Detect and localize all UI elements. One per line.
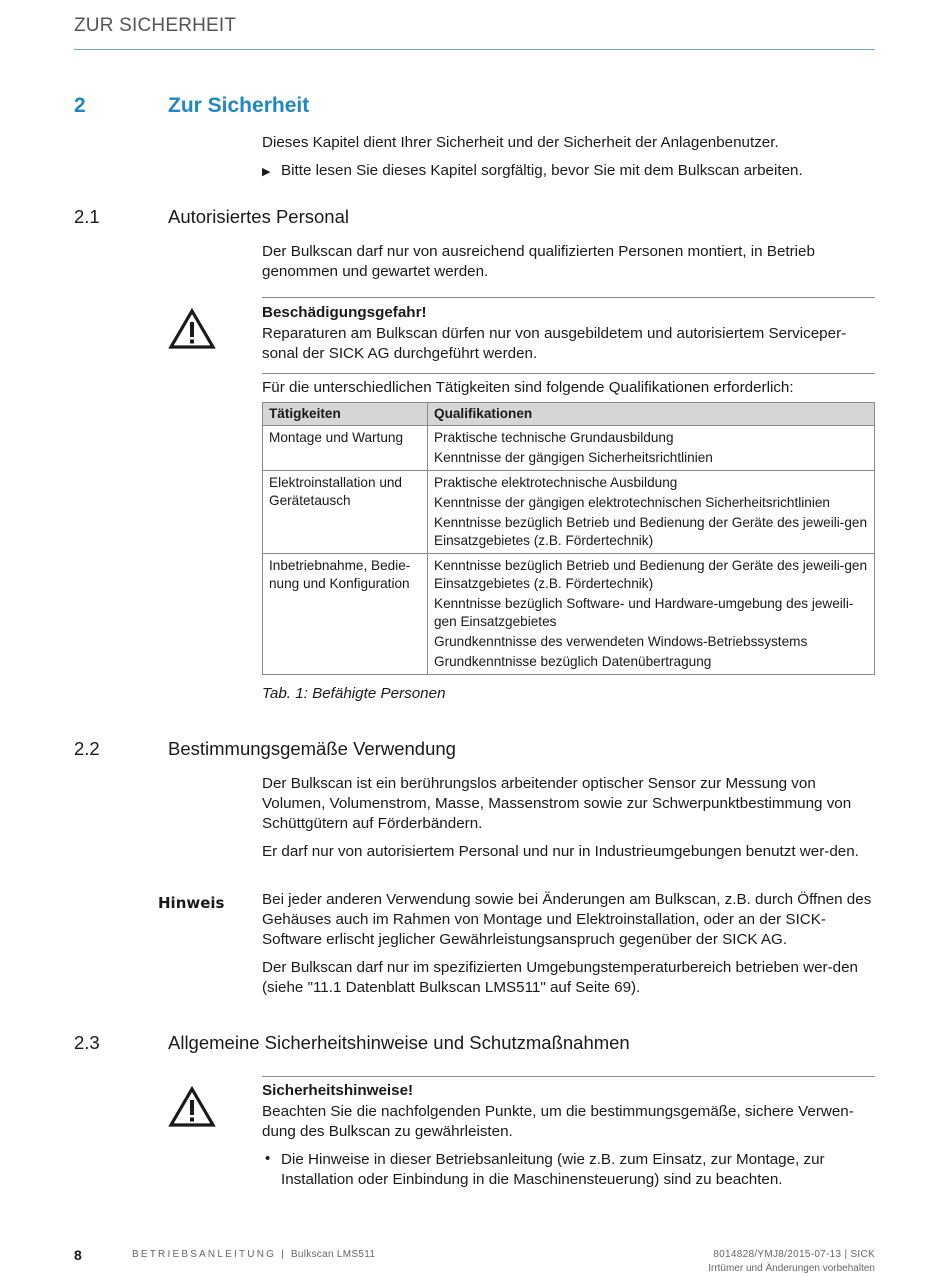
header-divider bbox=[74, 49, 875, 50]
qualification-item: Praktische elektrotechnische Ausbildung bbox=[434, 475, 678, 490]
qualification-item: Kenntnisse bezüglich Betrieb und Bedienung der Geräte des jeweili-gen Einsatzgebietes (z.B. Fördertechnik) bbox=[434, 558, 868, 591]
warning-text-line2: sonal der SICK AG durchgeführt werden. bbox=[262, 345, 538, 362]
intended-use-paragraph-2: Er darf nur von autorisiertem Personal und nur in Industrieumgebungen benutzt wer-den. bbox=[262, 843, 859, 860]
activity-cell: Elektroinstallation und Gerätetausch bbox=[263, 471, 428, 554]
activity-cell: Inbetriebnahme, Bedie-nung und Konfiguration bbox=[263, 554, 428, 675]
table-intro: Für die unterschiedlichen Tätigkeiten sind folgende Qualifikationen erforderlich: bbox=[262, 379, 794, 396]
document-code: 8014828/YMJ8/2015-07-13 | SICK bbox=[713, 1249, 875, 1260]
section-number-2-1: 2.1 bbox=[74, 206, 100, 227]
intended-use-paragraph-1: Der Bulkscan ist ein berührungslos arbeitender optischer Sensor zur Messung von Volumen, Volumenstrom, Masse, Massenstrom sowie zur Schwerpunktbestimmung von Schüttgütern auf Förderbändern. bbox=[262, 775, 852, 832]
table-row bbox=[263, 554, 875, 675]
document-type: BETRIEBSANLEITUNG bbox=[132, 1249, 277, 1260]
page-number: 8 bbox=[74, 1247, 82, 1263]
qualification-item: Grundkenntnisse des verwendeten Windows-Betriebssystems bbox=[434, 634, 808, 649]
qualification-item: Kenntnisse der gängigen Sicherheitsrichtlinien bbox=[434, 450, 713, 465]
intended-use-paragraph-3: Bei jeder anderen Verwendung sowie bei Änderungen am Bulkscan, z.B. durch Öffnen des Gehäuses auch im Rahmen von Montage und Elektroinstallation, oder an der SICK-Software erlischt jeglicher Gewährleistungsanspruch gegenüber der SICK AG. bbox=[262, 891, 872, 948]
running-header: ZUR SICHERHEIT bbox=[74, 15, 237, 36]
qualification-item: Grundkenntnisse bezüglich Datenübertragung bbox=[434, 654, 712, 669]
table-caption: Tab. 1: Befähigte Personen bbox=[262, 685, 446, 702]
triangle-bullet-icon: ▶ bbox=[262, 166, 271, 178]
qualification-item: Kenntnisse bezüglich Betrieb und Bedienung der Geräte des jeweili-gen Einsatzgebietes (z.B. Fördertechnik) bbox=[434, 515, 868, 548]
warning-bottom-rule bbox=[262, 373, 875, 374]
activity-cell: Montage und Wartung bbox=[263, 426, 428, 471]
qualification-item: Kenntnisse bezüglich Software- und Hardware-umgebung des jeweili-gen Einsatzgebietes bbox=[434, 596, 854, 629]
instruction-bullet: Bitte lesen Sie dieses Kapitel sorgfältig, bevor Sie mit dem Bulkscan arbeiten. bbox=[281, 162, 803, 179]
chapter-number: 2 bbox=[74, 94, 86, 117]
intended-use-paragraph-4: Der Bulkscan darf nur im spezifizierten Umgebungstemperaturbereich betrieben wer-den (siehe "11.1 Datenblatt Bulkscan LMS511" auf Seite 69). bbox=[262, 959, 858, 996]
footer-separator: | bbox=[276, 1249, 291, 1260]
chapter-intro: Dieses Kapitel dient Ihrer Sicherheit und der Sicherheit der Anlagenbenutzer. bbox=[262, 134, 779, 151]
column-header-activities: Tätigkeiten bbox=[263, 403, 428, 426]
footer-document-title bbox=[132, 1249, 375, 1260]
column-header-qualifications: Qualifikationen bbox=[428, 403, 875, 426]
safety-bullet-item: Die Hinweise in dieser Betriebsanleitung (wie z.B. zum Einsatz, zur Montage, zur Installation oder Einbindung in die Maschinensteuerung) sind zu beachten. bbox=[281, 1151, 825, 1188]
qualifications-table bbox=[262, 402, 875, 675]
section-title-2-3: Allgemeine Sicherheitshinweise und Schutzmaßnahmen bbox=[168, 1032, 630, 1053]
personnel-text: Der Bulkscan darf nur von ausreichend qualifizierten Personen montiert, in Betrieb genommen und gewartet werden. bbox=[262, 243, 815, 280]
warning-triangle-icon bbox=[168, 1086, 216, 1128]
section-number-2-2: 2.2 bbox=[74, 738, 100, 759]
qualification-item: Kenntnisse der gängigen elektrotechnischen Sicherheitsrichtlinien bbox=[434, 495, 830, 510]
disclaimer-note: Irrtümer und Änderungen vorbehalten bbox=[708, 1263, 875, 1274]
table-row bbox=[263, 426, 875, 471]
table-row bbox=[263, 471, 875, 554]
section-number-2-3: 2.3 bbox=[74, 1032, 100, 1053]
section-title-2-1: Autorisiertes Personal bbox=[168, 206, 349, 227]
warning-heading: Beschädigungsgefahr! bbox=[262, 304, 427, 321]
qualifications-cell bbox=[428, 554, 875, 675]
chapter-title: Zur Sicherheit bbox=[168, 94, 310, 117]
safety-warning-heading: Sicherheitshinweise! bbox=[262, 1082, 414, 1099]
section-title-2-2: Bestimmungsgemäße Verwendung bbox=[168, 738, 456, 759]
qualifications-cell bbox=[428, 426, 875, 471]
safety-warning-text: Beachten Sie die nachfolgenden Punkte, um die bestimmungsgemäße, sichere Verwen-dung des Bulkscan zu gewährleisten. bbox=[262, 1103, 854, 1140]
warning-top-rule bbox=[262, 297, 875, 298]
qualifications-cell bbox=[428, 471, 875, 554]
warning-triangle-icon bbox=[168, 308, 216, 350]
safety-warning-top-rule bbox=[262, 1076, 875, 1077]
product-name: Bulkscan LMS511 bbox=[290, 1249, 376, 1260]
qualification-item: Praktische technische Grundausbildung bbox=[434, 430, 674, 445]
warning-text-line1: Reparaturen am Bulkscan dürfen nur von ausgebildetem und autorisiertem Serviceper- bbox=[262, 325, 847, 342]
note-label: Hinweis bbox=[158, 894, 225, 912]
table-header-row bbox=[263, 403, 875, 426]
dot-bullet-icon: • bbox=[265, 1150, 271, 1167]
